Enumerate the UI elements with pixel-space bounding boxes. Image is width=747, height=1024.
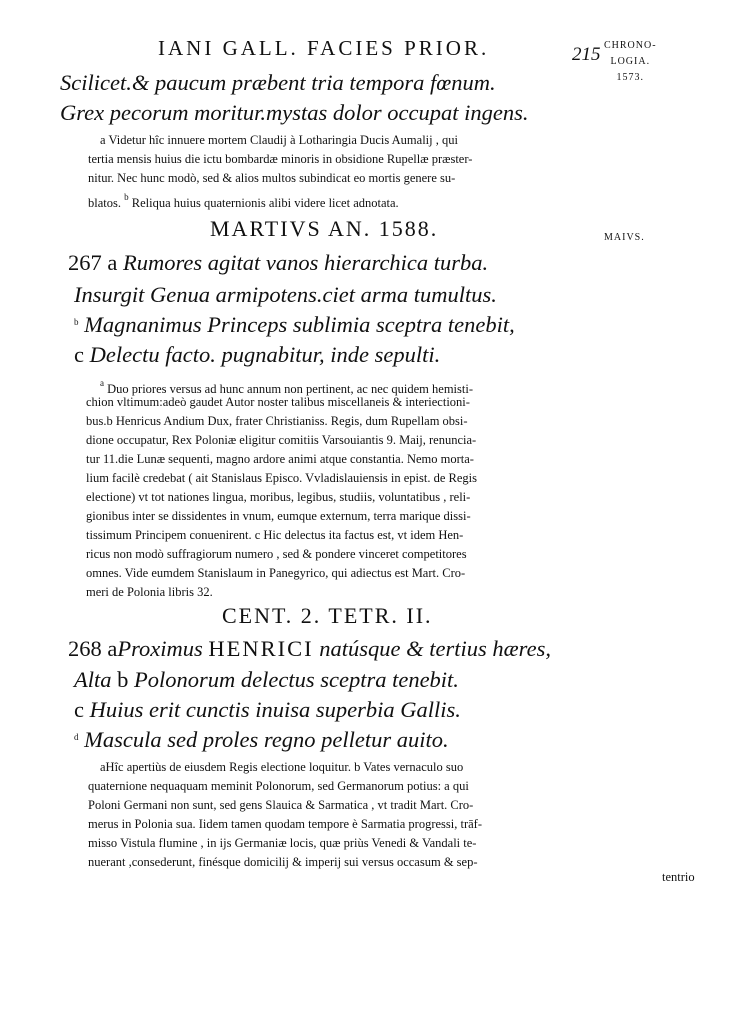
quatrain-number: 268 <box>68 636 102 661</box>
chron-label-line2: LOGIA. <box>610 56 651 67</box>
quatrain-line: Insurgit Genua armipotens.ciet arma tumultus. <box>74 282 497 307</box>
note-marker: d <box>74 732 79 742</box>
page-number: 215 <box>572 44 601 65</box>
note-line: tur 11.die Lunæ sequenti, magno ardore animi atque constantia. Nemo morta- <box>86 452 474 466</box>
note-line <box>88 188 399 213</box>
note-text: blatos. <box>88 196 121 210</box>
verse-text: Delectu facto. pugnabitur, inde sepulti. <box>89 342 441 367</box>
verse-name: HENRICI <box>208 636 314 661</box>
quatrain-line <box>68 250 488 276</box>
chron-label-line1: CHRONO- <box>604 40 657 51</box>
note-line: meri de Polonia libris 32. <box>86 585 213 599</box>
section-heading-centuria: CENT. 2. TETR. II. <box>222 603 433 628</box>
verse-text: Rumores agitat vanos hierarchica turba. <box>123 250 489 275</box>
verse-text: Proximus <box>117 636 203 661</box>
verse-text: Polonorum delectus sceptra tenebit. <box>134 667 459 692</box>
note-line: bus.b Henricus Andium Dux, frater Christianiss. Regis, dum Rupellam obsi- <box>86 414 468 428</box>
note-line: nitur. Nec hunc modò, sed & alios multos subindicat eo mortis genere su- <box>88 171 456 185</box>
note-line: tertia mensis huius die ictu bombardæ minoris in obsidione Rupellæ præster- <box>88 152 473 166</box>
note-marker: a <box>107 250 118 275</box>
note-line: tissimum Principem conuenirent. c Hic delectus ita factus est, vt idem Hen- <box>86 528 464 542</box>
quatrain-number: 267 <box>68 250 102 275</box>
note-line: electione) vt tot nationes lingua, moribus, legibus, studiis, voluntatibus , reli- <box>86 490 471 504</box>
note-line: ricus non modò suffragiorum numero , sed & pondere vinceret competitores <box>86 547 467 561</box>
note-line <box>100 758 463 777</box>
verse-line: Grex pecorum moritur.mystas dolor occupat ingens. <box>60 100 529 125</box>
chronologia-label <box>604 38 657 86</box>
note-marker: c <box>74 697 84 722</box>
note-line: omnes. Vide eumdem Stanislaum in Panegyrico, qui adiectus est Mart. Cro- <box>86 566 466 580</box>
note-marker: a <box>107 636 118 661</box>
quatrain-line <box>74 727 449 753</box>
verse-text: Alta <box>74 667 112 692</box>
note-marker: b <box>124 192 129 202</box>
note-line: merus in Polonia sua. Iidem tamen quodam tempore è Sarmatia progressi, trāf- <box>88 817 482 831</box>
note-text: b Vates vernaculo suo <box>354 760 464 774</box>
note-line: misso Vistula flumine , in ijs Germaniæ locis, quæ priùs Venedi & Vandali te- <box>88 836 477 850</box>
note-line: Poloni Germani non sunt, sed gens Slauica & Sarmatica , vt tradit Mart. Cro- <box>88 798 474 812</box>
note-line: gionibus inter se dissidentes in vnum, eumque externum, terra marique dissi- <box>86 509 471 523</box>
catchword: tentrio <box>662 870 695 884</box>
verse-text: Magnanimus Princeps sublimia sceptra tenebit, <box>84 312 515 337</box>
chron-year: 1573. <box>616 72 645 83</box>
verse-text: Mascula sed proles regno pelletur auito. <box>84 727 449 752</box>
note-line: a Videtur hîc innuere mortem Claudij à Lotharingia Ducis Aumalij , qui <box>100 133 458 147</box>
verse-line: Scilicet.& paucum præbent tria tempora fœnum. <box>60 70 496 95</box>
verse-text: natúsque & tertius hæres, <box>319 636 551 661</box>
note-line: lium facilè credebat ( ait Stanislaus Episco. Vvladislauiensis in epist. de Regis <box>86 471 478 485</box>
note-marker: c <box>74 342 84 367</box>
note-line: chion vltimum:adeò gaudet Autor noster talibus miscellaneis & interiectioni- <box>86 395 470 409</box>
note-text: aHîc apertiùs de eiusdem Regis electione loquitur. <box>100 760 351 774</box>
quatrain-line <box>68 636 551 662</box>
note-text: Reliqua huius quaternionis alibi videre licet adnotata. <box>131 196 399 210</box>
section-heading-martius: MARTIVS AN. 1588. <box>210 216 439 241</box>
note-line: nuerant ,consederunt, finésque domicilij & imperij sui versus occasum & sep- <box>88 855 478 869</box>
note-marker: b <box>117 667 129 692</box>
note-text: Duo priores versus ad hunc annum non pertinent, ac nec quidem hemisti- <box>107 382 474 396</box>
quatrain-line <box>74 667 459 693</box>
verse-text: Huius erit cunctis inuisa superbia Gallis. <box>89 697 461 722</box>
margin-label-maius: MAIVS. <box>604 232 645 243</box>
note-marker: a <box>100 378 104 388</box>
note-line: quaternione nequaquam meminit Polonorum, sed Germanorum potius: a qui <box>88 779 469 793</box>
note-marker: b <box>74 317 79 327</box>
quatrain-line <box>74 342 440 368</box>
quatrain-line <box>74 697 461 723</box>
note-line: dione occupatur, Rex Poloniæ eligitur comitiis Varsouiantis 9. Maij, renuncia- <box>86 433 477 447</box>
quatrain-line <box>74 312 515 338</box>
running-title: IANI GALL. FACIES PRIOR. <box>158 36 490 60</box>
